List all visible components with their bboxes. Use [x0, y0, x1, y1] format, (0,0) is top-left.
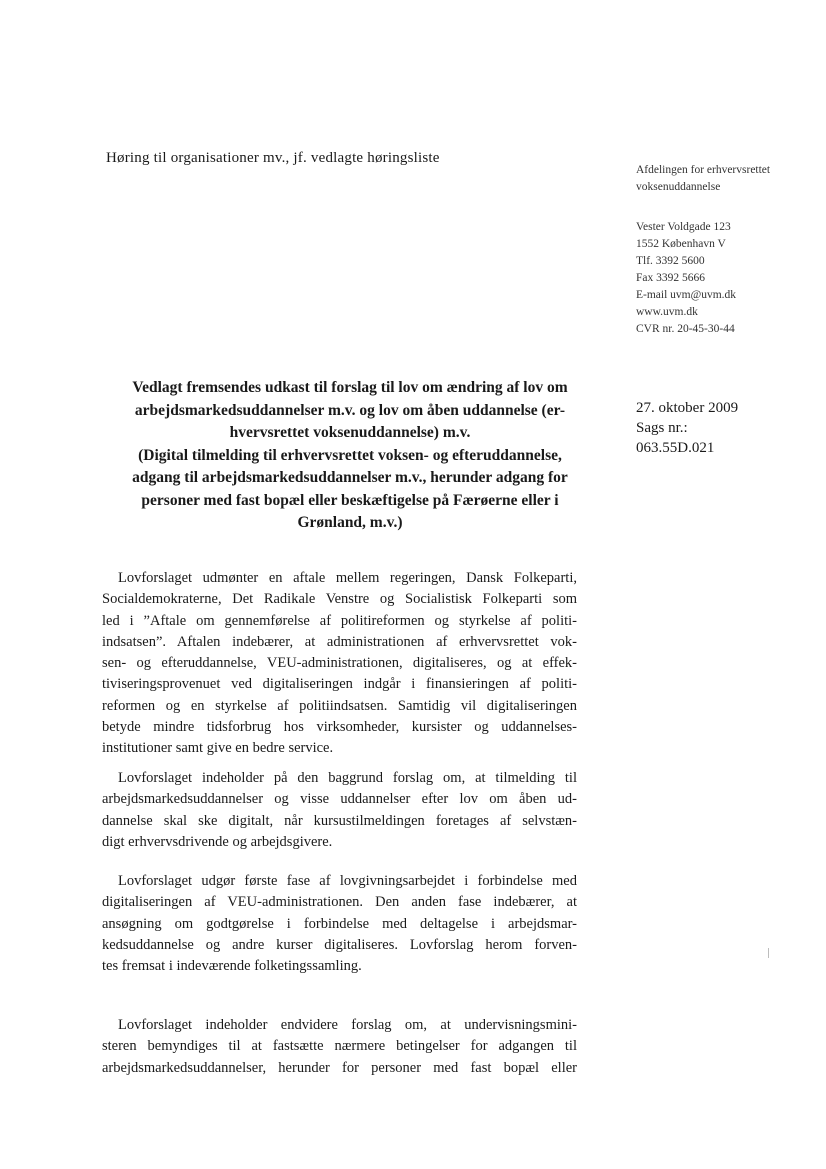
body-paragraph-4: [102, 1015, 577, 1079]
scan-mark: [768, 948, 769, 958]
subject-line: arbejdsmarkedsuddannelser m.v. og lov om åben uddannelse (er-: [134, 401, 566, 419]
subject-line: Grønland, m.v.): [297, 514, 403, 531]
sender-block: [636, 162, 821, 338]
text-line: digt erhvervsdrivende og arbejdsgivere.: [102, 833, 333, 850]
text-line: digitaliseringen af VEU-administrationen. Den anden fase indebærer, at: [102, 894, 577, 911]
text-line: institutioner samt give en bedre service.: [102, 740, 334, 757]
recipient-line: Høring til organisationer mv., jf. vedlagte høringsliste: [106, 150, 440, 166]
email-address: E-mail uvm@uvm.dk: [636, 289, 737, 301]
body-paragraph-3: [102, 871, 577, 977]
text-line: betyde mindre tidsforbrug hos virksomheder, kursister og uddannelses-: [102, 719, 577, 736]
cvr-number: CVR nr. 20-45-30-44: [636, 323, 735, 335]
subject-heading: [100, 377, 600, 535]
document-meta: [636, 398, 738, 458]
text-line: ansøgning om godtgørelse i forbindelse med deltagelse i arbejdsmar-: [102, 915, 577, 932]
subject-line: Vedlagt fremsendes udkast til forslag til lov om ændring af lov om: [132, 379, 568, 396]
document-date: 27. oktober 2009: [636, 400, 739, 416]
text-line: indsatsen”. Aftalen indebærer, at administrationen af erhvervsrettet vok-: [102, 633, 577, 650]
case-label: Sags nr.:: [636, 420, 688, 436]
body-paragraph-2: [102, 768, 577, 853]
phone-number: Tlf. 3392 5600: [636, 255, 705, 267]
subject-line: hvervsrettet voksenuddannelse) m.v.: [229, 424, 471, 441]
text-line: sen- og efteruddannelse, VEU-administrationen, digitaliseres, og at effek-: [102, 655, 577, 672]
text-line: steren bemyndiges til at fastsætte nærmere betingelser for adgangen til: [102, 1038, 577, 1055]
address-city: 1552 København V: [636, 238, 726, 250]
subject-line: personer med fast bopæl eller beskæftigelse på Færøerne eller i: [141, 491, 559, 509]
text-line: Socialdemokraterne, Det Radikale Venstre og Socialistisk Folkeparti som: [102, 591, 577, 608]
subject-line: adgang til arbejdsmarkedsuddannelser m.v., herunder adgang for: [132, 469, 568, 486]
text-line: tiviseringsprovenuet ved digitaliseringen indgår i finansieringen af politi-: [102, 676, 577, 693]
case-number: 063.55D.021: [636, 440, 715, 456]
text-line: Lovforslaget indeholder på den baggrund forslag om, at tilmelding til: [118, 770, 577, 786]
text-line: reformen og en styrkelse af politiindsatsen. Samtidig vil digitaliseringen: [102, 697, 577, 714]
text-line: Lovforslaget udgør første fase af lovgivningsarbejdet i forbindelse med: [118, 873, 577, 889]
text-line: led i ”Aftale om gennemførelse af politireformen og styrkelse af politi-: [102, 612, 577, 629]
department-line: voksenuddannelse: [636, 181, 721, 193]
fax-number: Fax 3392 5666: [636, 272, 705, 284]
department-line: Afdelingen for erhvervsrettet: [636, 164, 771, 176]
website: www.uvm.dk: [636, 306, 698, 318]
text-line: tes fremsat i indeværende folketingssamling.: [102, 958, 362, 975]
body-paragraph-1: [102, 568, 577, 760]
text-line: Lovforslaget udmønter en aftale mellem regeringen, Dansk Folkeparti,: [118, 570, 577, 586]
text-line: dannelse skal ske digitalt, når kursustilmeldingen foretages af selvstæn-: [102, 812, 577, 829]
text-line: Lovforslaget indeholder endvidere forslag om, at undervisningsmini-: [118, 1017, 577, 1033]
subject-line: (Digital tilmelding til erhvervsrettet voksen- og efteruddannelse,: [138, 446, 562, 464]
text-line: arbejdsmarkedsuddannelser og visse uddannelser efter lov om åben ud-: [102, 791, 577, 808]
text-line: arbejdsmarkedsuddannelser, herunder for personer med fast bopæl eller: [102, 1059, 577, 1076]
address-street: Vester Voldgade 123: [636, 221, 731, 233]
text-line: kedsuddannelse og andre kurser digitaliseres. Lovforslag herom forven-: [102, 936, 577, 953]
